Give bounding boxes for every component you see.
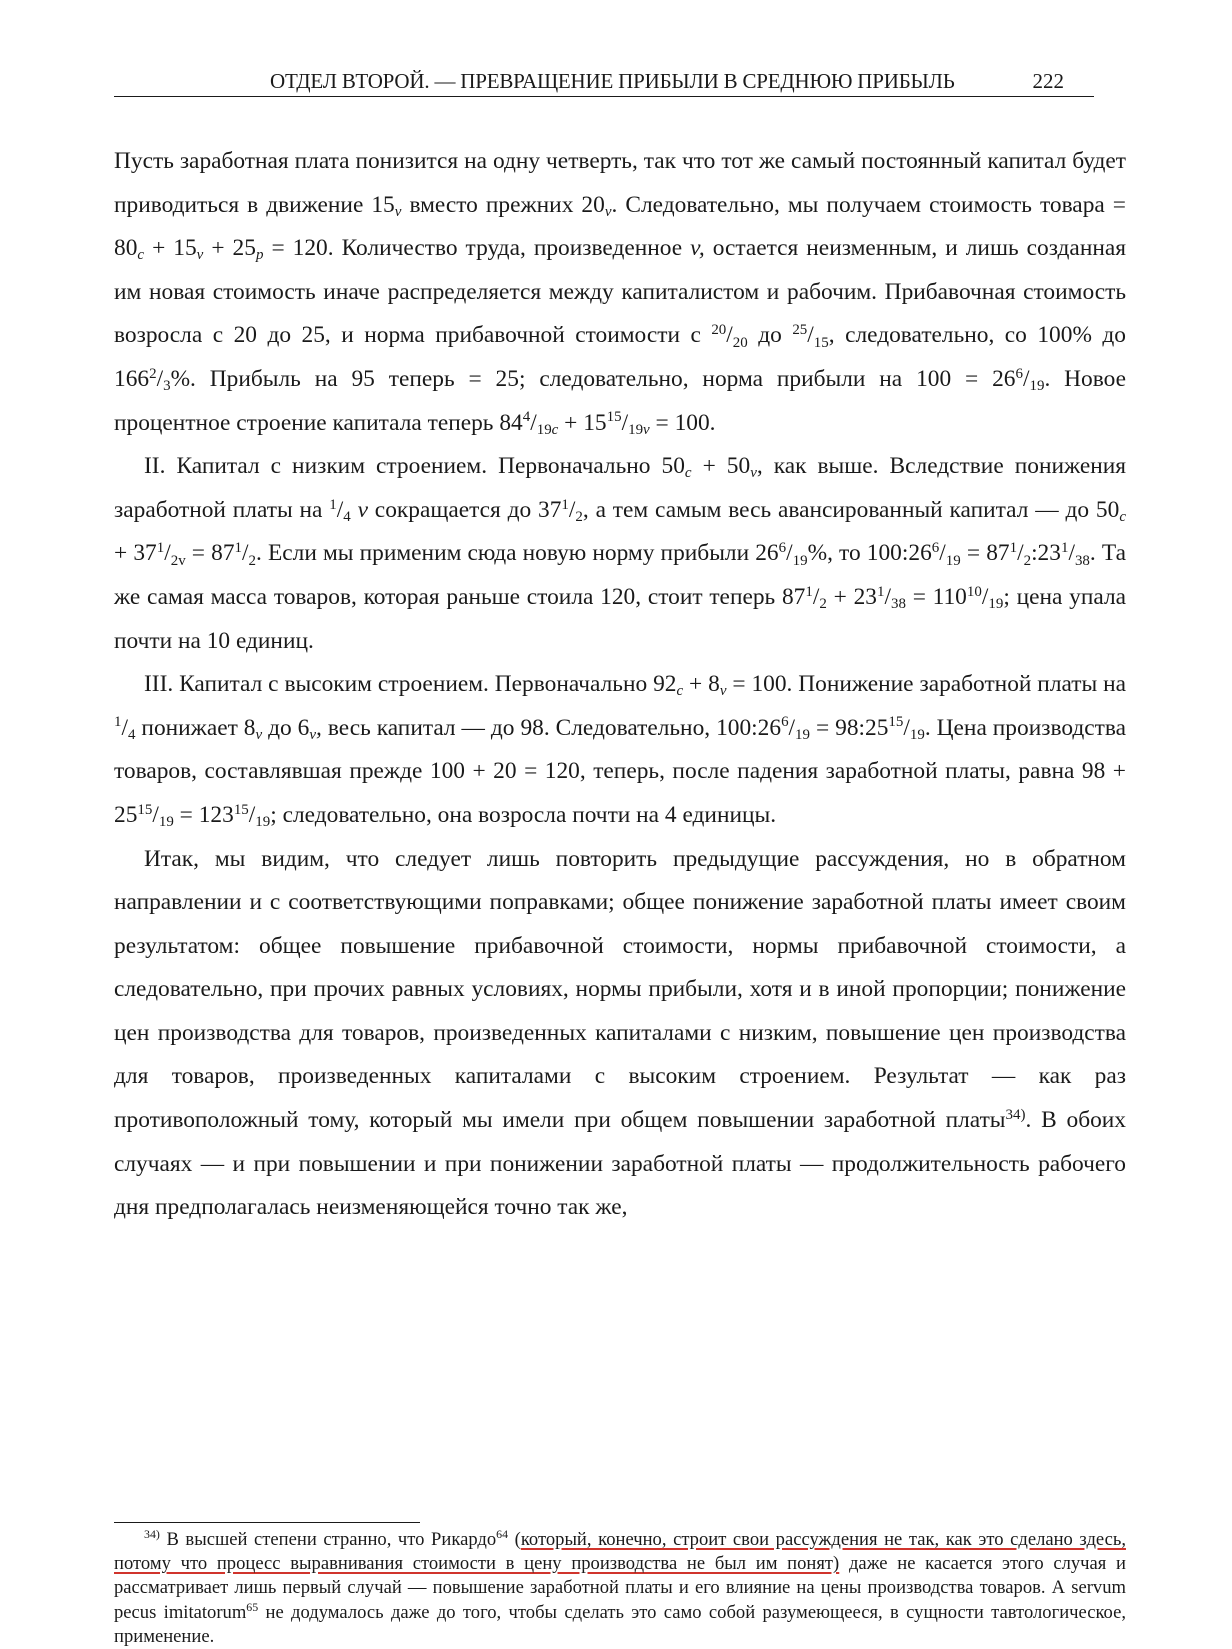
footnote-text: $^{34)}$ В высшей степени странно, что Рикардо$^{64}$ (который, конечно, строит свои рассуждения не так, как это сделано здесь, потому что процесс выравнивания стоимости в цену производства не был им понят) даже не касается этого случая и рассматривает лишь первый случай — повышение заработной платы и его влияние на цены производства товаров. А servum pecus imitatorum$^{65}$ не додумалось даже до того, чтобы сделать это само собой разумеющееся, в сущности тавтологическое, применение.: [114, 1527, 1126, 1647]
main-text: [114, 140, 1126, 1230]
running-header: [114, 66, 1094, 97]
chapter-title: ОТДЕЛ ВТОРОЙ. — ПРЕВРАЩЕНИЕ ПРИБЫЛИ В СРЕДНЮЮ ПРИБЫЛЬ: [270, 69, 955, 93]
footnote-divider: [114, 1522, 420, 1523]
highlighted-passage: который, конечно, строит свои рассуждения не так, как это сделано здесь, потому что процесс выравнивания стоимости в цену производства не был им понят): [114, 1529, 1126, 1575]
footnote-ref[interactable]: 34): [1005, 1106, 1026, 1123]
paragraph: II. Капитал с низким строением. Первоначально $50_c + 50_v$, как выше. Вследствие понижения заработной платы на $^1/_4$ v сокращается до $37^1/_2$, а тем самым весь авансированный капитал — до $50_c + 37^1/_{2v} = 87^1/_2$. Если мы применим сюда новую норму прибыли $26^6/_{19}\%$, то $100:26^6/_{19}$ = $87^1/_2:23^1/_{38}$. Та же самая масса товаров, которая раньше стоила 120, стоит теперь $87^1/_2 + 23^1/_{38} = 110^{10}/_{19}$; цена упала почти на 10 единиц.: [114, 453, 1127, 654]
footnote-marker: 34): [144, 1527, 160, 1542]
page-number: 222: [1032, 69, 1064, 93]
paragraph: Пусть заработная плата понизится на одну четверть, так что тот же самый постоянный капитал будет приводиться в движение $15_v$ вместо прежних $20_v$. Следовательно, мы получаем стоимость товара = $80_c + 15_v + 25_p = 120$. Количество труда, произведенное v, остается неизменным, и лишь созданная им новая стоимость иначе распределяется между капиталистом и рабочим. Прибавочная стоимость возросла с 20 до 25, и норма прибавочной стоимости с $^{20}/_{20}$ до $^{25}/_{15}$, следовательно, со 100% до $166^2/_3\%$. Прибыль на 95 теперь = 25; следовательно, норма прибыли на $100 = 26^6/_{19}$. Новое процентное строение капитала теперь $84^4/_{19c} + 15^{15}/_{19v} = 100$.: [114, 148, 1127, 438]
paragraph: Итак, мы видим, что следует лишь повторить предыдущие рассуждения, но в обратном направлении и с соответствующими поправками; общее понижение заработной платы имеет своим результатом: общее повышение прибавочной стоимости, нормы прибавочной стоимости, а следовательно, при прочих равных условиях, нормы прибыли, хотя и в иной пропорции; понижение цен производства для товаров, произведенных капиталами с низким, повышение цен производства для товаров, произведенных капиталами с высоким строением. Результат — как раз противоположный тому, который мы имели при общем повышении заработной платы$^{34)}$. В обоих случаях — и при повышении и при понижении заработной платы — продолжительность рабочего дня предполагалась неизменяющейся точно так же,: [114, 845, 1126, 1221]
paragraph: III. Капитал с высоким строением. Первоначально $92_c + 8_v = 100$. Понижение заработной платы на $^1/_4$ понижает $8_v$ до $6_v$, весь капитал — до 98. Следовательно, $100:26^6/_{19}$ = $98:25^{15}/_{19}$. Цена производства товаров, составлявшая прежде 100 + 20 = 120, теперь, после падения заработной платы, равна $98 + 25^{15}/_{19} = 123^{15}/_{19}$; следовательно, она возросла почти на 4 единицы.: [114, 671, 1126, 831]
footnote: [114, 1528, 1126, 1649]
